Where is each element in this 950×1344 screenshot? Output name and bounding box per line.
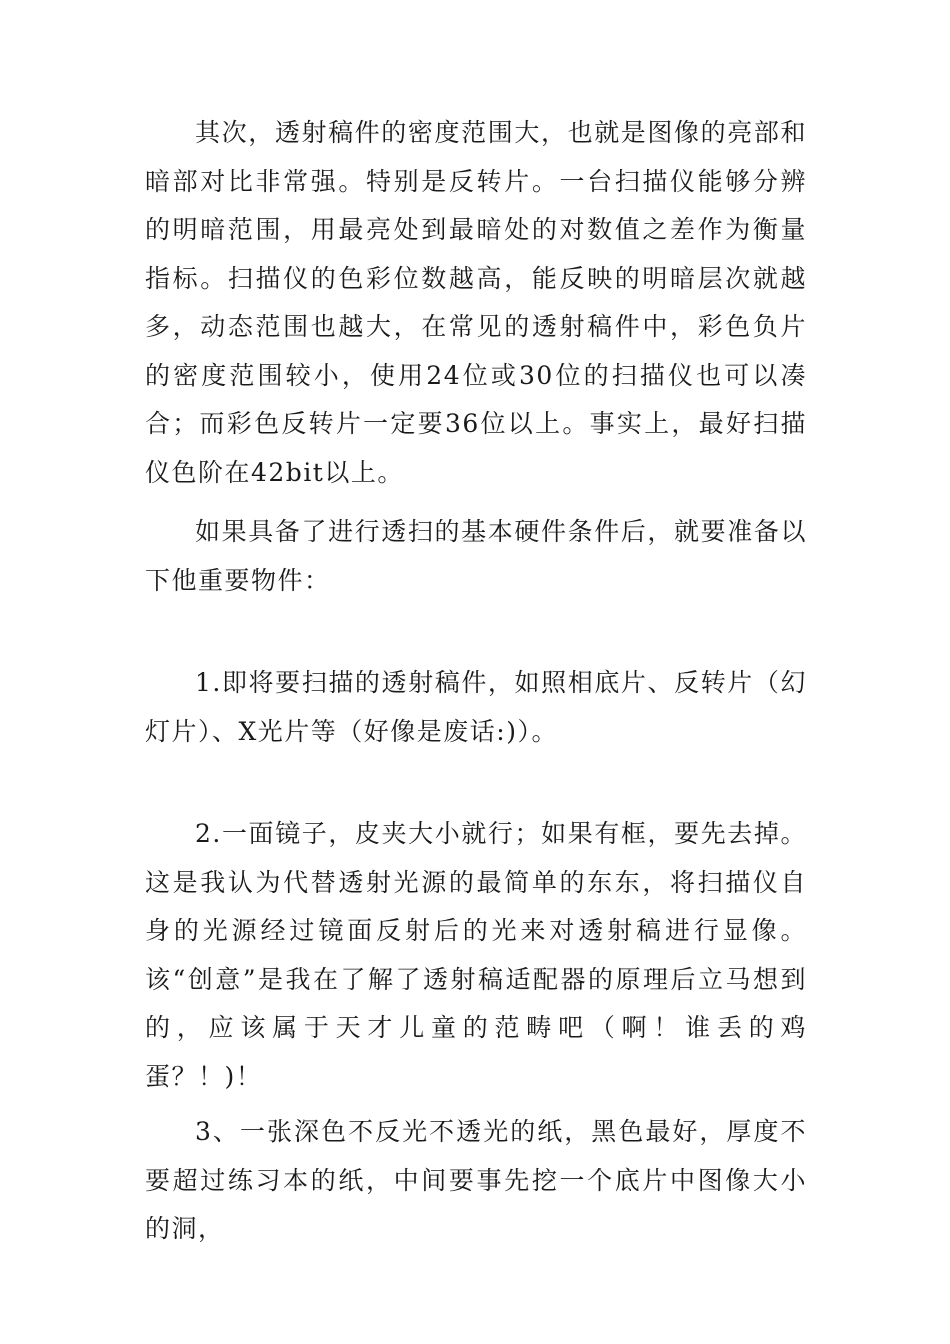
paragraph-preparation-intro: 如果具备了进行透扫的基本硬件条件后，就要准备以下他重要物件： xyxy=(145,517,807,595)
paragraph-density-range: 其次，透射稿件的密度范围大，也就是图像的亮部和暗部对比非常强。特别是反转片。一台扫描仪能够分辨的明暗范围，用最亮处到最暗处的对数值之差作为衡量指标。扫描仪的色彩位数越高，能反映的明暗层次就越多，动态范围也越大，在常见的透射稿件中，彩色负片的密度范围较小，使用24位或30位的扫描仪也可以凑合；而彩色反转片一定要36位以上。事实上，最好扫描仪色阶在42bit以上。 xyxy=(145,118,807,487)
paragraph-item-2-mirror: 2.一面镜子，皮夹大小就行；如果有框，要先去掉。这是我认为代替透射光源的最简单的东东，将扫描仪自身的光源经过镜面反射后的光来对透射稿进行显像。该“创意”是我在了解了透射稿适配器的原理后立马想到的，应该属于天才儿童的范畴吧（啊！谁丢的鸡蛋？！)！ xyxy=(145,819,807,1091)
paragraph-item-3-paper: 3、一张深色不反光不透光的纸，黑色最好，厚度不要超过练习本的纸，中间要事先挖一个底片中图像大小的洞， xyxy=(145,1117,807,1243)
paragraph-item-1-transparency: 1.即将要扫描的透射稿件，如照相底片、反转片（幻灯片）、X光片等（好像是废话:)）。 xyxy=(145,668,807,746)
